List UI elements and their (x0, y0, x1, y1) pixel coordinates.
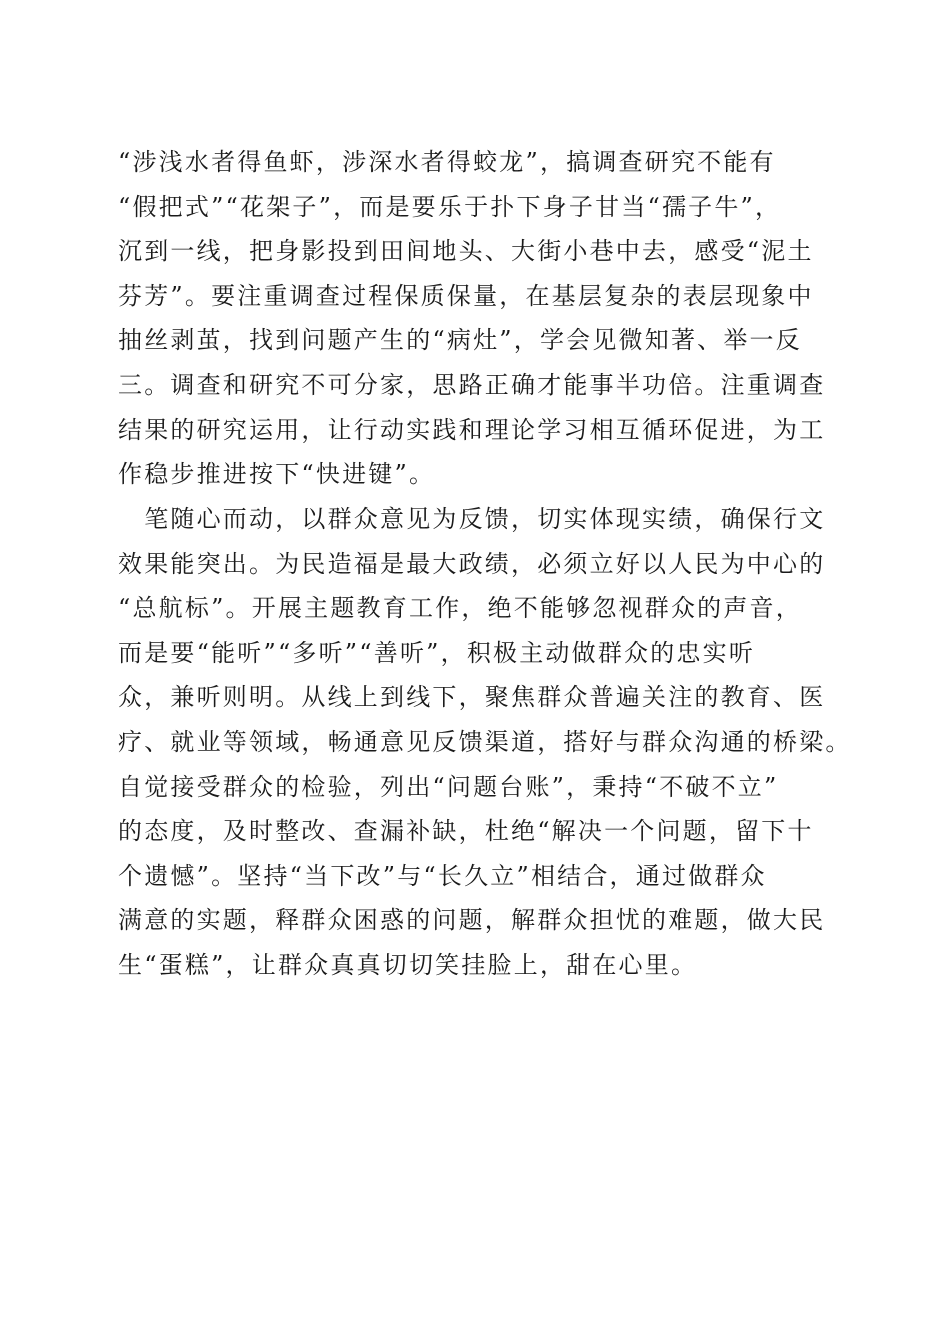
text-line: 个遗憾”。坚持“当下改”与“长久立”相结合，通过做群众 (118, 861, 767, 890)
text-line: 效果能突出。为民造福是最大政绩，必须立好以人民为中心的 (118, 549, 826, 578)
text-line: 而是要“能听”“多听”“善听”，积极主动做群众的忠实听 (118, 638, 756, 667)
text-line: 结果的研究运用，让行动实践和理论学习相互循环促进，为工 (118, 415, 826, 444)
paragraph-people-feedback (118, 497, 858, 988)
text-line: 生“蛋糕”，让群众真真切切笑挂脸上，甜在心里。 (118, 950, 698, 979)
text-line: “涉浅水者得鱼虾，涉深水者得蛟龙”，搞调查研究不能有 (118, 148, 776, 176)
text-line: 众，兼听则明。从线上到线下，聚焦群众普遍关注的教育、医 (118, 683, 826, 712)
text-line: 自觉接受群众的检验，列出“问题台账”，秉持“不破不立” (118, 772, 779, 801)
paragraph-investigation (118, 140, 858, 497)
text-line: “假把式”“花架子”，而是要乐于扑下身子甘当“孺子牛”， (118, 192, 782, 221)
text-line: 的态度，及时整改、查漏补缺，杜绝“解决一个问题，留下十 (118, 817, 814, 846)
text-line: 满意的实题，释群众困惑的问题，解群众担忧的难题，做大民 (118, 906, 826, 935)
text-line: 笔随心而动，以群众意见为反馈，切实体现实绩，确保行文 (118, 505, 826, 533)
text-line: 抽丝剥茧，找到问题产生的“病灶”，学会见微知著、举一反 (118, 326, 802, 355)
text-line: 作稳步推进按下“快进键”。 (118, 460, 436, 489)
text-line: “总航标”。开展主题教育工作，绝不能够忽视群众的声音， (118, 594, 802, 623)
text-line: 沉到一线，把身影投到田间地头、大街小巷中去，感受“泥土 (118, 237, 814, 266)
text-line: 芬芳”。要注重调查过程保质保量，在基层复杂的表层现象中 (118, 281, 814, 310)
text-line: 三。调查和研究不可分家，思路正确才能事半功倍。注重调查 (118, 370, 826, 399)
text-line: 疗、就业等领域，畅通意见反馈渠道，搭好与群众沟通的桥梁。 (118, 727, 852, 756)
